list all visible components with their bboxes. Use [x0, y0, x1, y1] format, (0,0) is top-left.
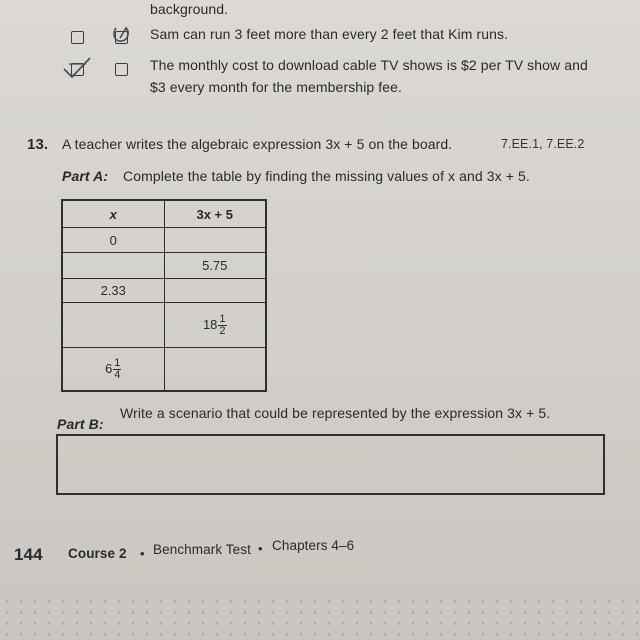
- table-row: [62, 279, 266, 303]
- expression-cell[interactable]: 5.75: [164, 253, 266, 279]
- course-label: Course 2: [68, 546, 127, 561]
- pencil-check-mark-icon: [60, 55, 96, 81]
- expression-cell[interactable]: [164, 279, 266, 303]
- option-a-text: Sam can run 3 feet more than every 2 feet that Kim runs.: [150, 26, 509, 42]
- desk-surface-texture: [0, 596, 640, 640]
- expression-cell[interactable]: [164, 228, 266, 253]
- table-row: [62, 303, 266, 348]
- table-row: [62, 228, 266, 253]
- table-header-expression: 3x + 5: [164, 200, 266, 228]
- part-b-label: Part B:: [57, 416, 104, 432]
- option-b-text-line2: $3 every month for the membership fee.: [150, 79, 403, 95]
- mixed-number-whole: 18: [202, 316, 218, 332]
- chapters-label: Chapters 4–6: [272, 538, 355, 553]
- table-row: [62, 348, 266, 392]
- pencil-check-mark-icon: [110, 24, 136, 46]
- checkbox-no-b[interactable]: [115, 63, 128, 76]
- question-number: 13.: [27, 136, 49, 153]
- mixed-number-whole: 6: [105, 360, 113, 376]
- expression-cell[interactable]: [164, 303, 266, 348]
- x-cell[interactable]: 0: [62, 228, 164, 253]
- part-b-instructions: Write a scenario that could be represented by the expression 3x + 5.: [120, 405, 551, 421]
- standards-code: 7.EE.1, 7.EE.2: [501, 137, 585, 151]
- option-b-text-line1: The monthly cost to download cable TV shows is $2 per TV show and: [150, 57, 588, 73]
- part-a-label: Part A:: [62, 168, 109, 184]
- x-cell[interactable]: [62, 303, 164, 348]
- x-cell[interactable]: [62, 348, 164, 392]
- bullet-separator: •: [258, 541, 263, 556]
- previous-option-fragment: background.: [150, 1, 229, 17]
- expression-cell[interactable]: [164, 348, 266, 392]
- fraction: $\frac{1}{4}$: [114, 356, 121, 381]
- table-header-x: x: [62, 200, 164, 228]
- benchmark-label: Benchmark Test: [153, 542, 251, 557]
- bullet-separator: •: [140, 546, 145, 561]
- checkbox-yes-a[interactable]: [71, 31, 84, 44]
- page-number: 144: [14, 545, 43, 564]
- table-row: [62, 253, 266, 279]
- values-table: [61, 199, 267, 392]
- x-cell[interactable]: [62, 253, 164, 279]
- question-text: A teacher writes the algebraic expression 3x + 5 on the board.: [62, 136, 453, 152]
- x-cell[interactable]: 2.33: [62, 279, 164, 303]
- part-a-instructions: Complete the table by finding the missing values of x and 3x + 5.: [123, 168, 530, 184]
- answer-box[interactable]: [56, 434, 605, 495]
- fraction: $\frac{1}{2}$: [219, 312, 226, 337]
